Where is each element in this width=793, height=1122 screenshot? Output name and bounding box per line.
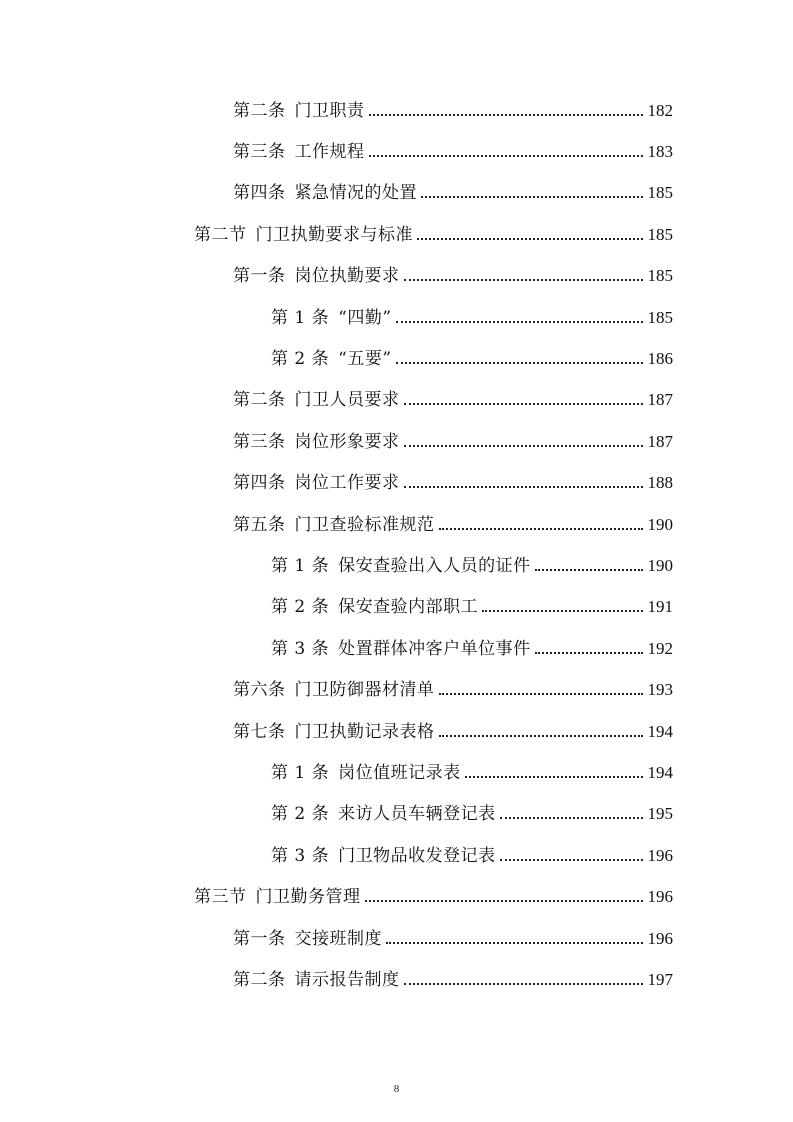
toc-entry-title: 门卫物品收发登记表: [338, 845, 496, 866]
toc-entry-page: 196: [647, 928, 673, 948]
dot-leader: [417, 225, 643, 245]
page-number: 8: [393, 1083, 400, 1095]
toc-entry-number: 第 1 条: [271, 762, 330, 783]
toc-entry-page: 185: [647, 307, 673, 327]
toc-entry-title: 紧急情况的处置: [294, 183, 417, 204]
toc-entry-label: [271, 308, 392, 328]
toc-entry-page: 196: [647, 887, 673, 907]
toc-entry-label: [233, 680, 435, 700]
dot-leader: [404, 432, 644, 452]
toc-entry[interactable]: [0, 173, 793, 214]
dot-leader: [396, 349, 643, 369]
toc-entry[interactable]: [0, 380, 793, 421]
toc-entry-page: 187: [647, 431, 673, 451]
toc-entry-title: 门卫执勤记录表格: [294, 721, 435, 742]
toc-subentry[interactable]: [0, 835, 793, 876]
toc-entry-page: 190: [647, 555, 673, 575]
toc-entry-number: 第三节: [194, 887, 247, 908]
dot-leader: [369, 101, 644, 121]
toc-entry-label: [271, 349, 392, 369]
toc-entry-title: “四勤”: [338, 307, 392, 328]
toc-entry-number: 第四条: [233, 473, 286, 494]
dot-leader: [386, 929, 643, 949]
toc-entry-title: 岗位工作要求: [294, 473, 400, 494]
dot-leader: [404, 473, 644, 493]
toc-entry-number: 第二条: [233, 969, 286, 990]
toc-entry-number: 第三条: [233, 142, 286, 163]
toc-entry-label: [271, 639, 531, 659]
toc-entry-label: [271, 763, 461, 783]
toc-entry-page: 191: [647, 597, 673, 617]
toc-entry-number: 第一条: [233, 928, 286, 949]
dot-leader: [439, 680, 644, 700]
toc-entry[interactable]: [0, 959, 793, 1000]
toc-entry[interactable]: [0, 421, 793, 462]
toc-entry-title: 岗位执勤要求: [294, 266, 400, 287]
toc-entry-number: 第一条: [233, 266, 286, 287]
toc-entry-number: 第二节: [194, 224, 247, 245]
dot-leader: [465, 763, 643, 783]
toc-entry-page: 186: [647, 349, 673, 369]
toc-entry-page: 182: [647, 100, 673, 120]
dot-leader: [439, 722, 644, 742]
toc-entry-page: 196: [647, 845, 673, 865]
toc-entry[interactable]: [0, 90, 793, 131]
toc-entry-number: 第 1 条: [271, 555, 330, 576]
toc-entry-label: [233, 142, 365, 162]
toc-entry-title: 门卫执勤要求与标准: [255, 224, 413, 245]
dot-leader: [535, 556, 643, 576]
toc-entry-label: [233, 432, 400, 452]
toc-entry-label: [233, 266, 400, 286]
toc-entry-number: 第五条: [233, 514, 286, 535]
dot-leader: [404, 266, 644, 286]
table-of-contents: [0, 90, 793, 1001]
toc-entry-number: 第 2 条: [271, 349, 330, 370]
toc-entry-page: 185: [647, 266, 673, 286]
toc-entry-page: 188: [647, 473, 673, 493]
toc-entry-title: 保安查验出入人员的证件: [338, 555, 531, 576]
toc-section-entry[interactable]: [0, 876, 793, 917]
toc-subentry[interactable]: [0, 752, 793, 793]
toc-entry-label: [233, 101, 365, 121]
toc-entry-title: 岗位形象要求: [294, 431, 400, 452]
toc-entry-number: 第 2 条: [271, 804, 330, 825]
toc-entry-page: 183: [647, 142, 673, 162]
toc-entry-page: 190: [647, 514, 673, 534]
toc-section-entry[interactable]: [0, 214, 793, 255]
toc-entry[interactable]: [0, 918, 793, 959]
toc-entry-label: [194, 225, 413, 245]
toc-entry-number: 第 3 条: [271, 638, 330, 659]
dot-leader: [535, 639, 643, 659]
dot-leader: [365, 887, 644, 907]
toc-entry-title: 保安查验内部职工: [338, 597, 479, 618]
toc-subentry[interactable]: [0, 587, 793, 628]
toc-entry-label: [233, 970, 400, 990]
toc-entry-label: [271, 556, 531, 576]
toc-entry-number: 第 1 条: [271, 307, 330, 328]
toc-entry-page: 193: [647, 680, 673, 700]
toc-entry-label: [233, 722, 435, 742]
toc-entry-label: [233, 473, 400, 493]
dot-leader: [404, 970, 644, 990]
toc-entry-page: 195: [647, 804, 673, 824]
toc-entry-label: [233, 390, 400, 410]
toc-entry-number: 第四条: [233, 183, 286, 204]
dot-leader: [482, 597, 643, 617]
toc-entry-number: 第 2 条: [271, 597, 330, 618]
toc-entry-number: 第 3 条: [271, 845, 330, 866]
toc-entry-title: “五要”: [338, 349, 392, 370]
toc-entry-page: 194: [647, 721, 673, 741]
toc-entry-label: [233, 515, 435, 535]
dot-leader: [439, 515, 644, 535]
toc-entry-title: 门卫防御器材清单: [294, 680, 435, 701]
toc-subentry[interactable]: [0, 545, 793, 586]
toc-entry-label: [233, 183, 417, 203]
dot-leader: [421, 183, 643, 203]
toc-entry-page: 194: [647, 762, 673, 782]
toc-entry[interactable]: [0, 256, 793, 297]
toc-subentry[interactable]: [0, 297, 793, 338]
toc-entry-title: 门卫查验标准规范: [294, 514, 435, 535]
dot-leader: [396, 308, 643, 328]
toc-entry-title: 来访人员车辆登记表: [338, 804, 496, 825]
toc-entry[interactable]: [0, 463, 793, 504]
toc-entry[interactable]: [0, 504, 793, 545]
dot-leader: [500, 804, 643, 824]
toc-entry-title: 处置群体冲客户单位事件: [338, 638, 531, 659]
toc-entry-page: 187: [647, 390, 673, 410]
dot-leader: [500, 846, 643, 866]
toc-entry-page: 185: [647, 183, 673, 203]
toc-entry-title: 门卫勤务管理: [255, 887, 361, 908]
dot-leader: [369, 142, 644, 162]
toc-entry-title: 岗位值班记录表: [338, 762, 461, 783]
toc-entry[interactable]: [0, 669, 793, 710]
toc-entry-title: 交接班制度: [294, 928, 382, 949]
toc-entry-number: 第六条: [233, 680, 286, 701]
toc-entry-label: [194, 887, 361, 907]
toc-entry-number: 第二条: [233, 390, 286, 411]
dot-leader: [404, 390, 644, 410]
toc-entry-number: 第二条: [233, 100, 286, 121]
toc-entry-page: 185: [647, 224, 673, 244]
toc-subentry[interactable]: [0, 338, 793, 379]
toc-entry-title: 工作规程: [294, 142, 365, 163]
toc-entry-label: [271, 804, 496, 824]
toc-subentry[interactable]: [0, 794, 793, 835]
toc-entry[interactable]: [0, 711, 793, 752]
toc-subentry[interactable]: [0, 628, 793, 669]
toc-entry-number: 第七条: [233, 721, 286, 742]
toc-entry[interactable]: [0, 131, 793, 172]
toc-entry-title: 请示报告制度: [294, 969, 400, 990]
toc-entry-label: [271, 846, 496, 866]
toc-entry-page: 197: [647, 969, 673, 989]
toc-entry-title: 门卫职责: [294, 100, 365, 121]
toc-entry-page: 192: [647, 638, 673, 658]
toc-entry-number: 第三条: [233, 431, 286, 452]
toc-entry-label: [271, 597, 478, 617]
toc-entry-title: 门卫人员要求: [294, 390, 400, 411]
toc-entry-label: [233, 929, 382, 949]
